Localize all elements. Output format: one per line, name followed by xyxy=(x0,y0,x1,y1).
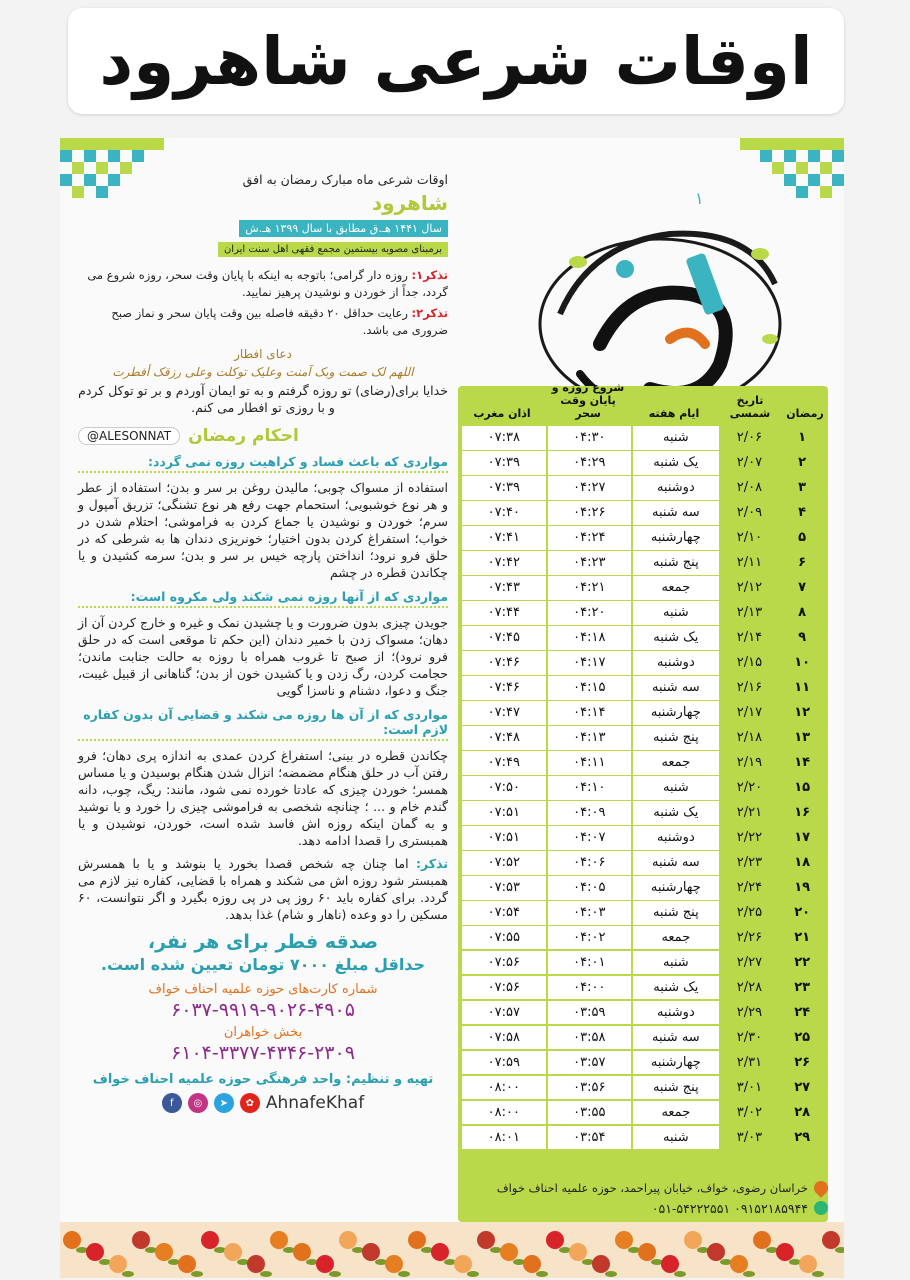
address-line xyxy=(460,1178,828,1198)
cell-weekday: جمعه xyxy=(633,751,719,775)
cell-date: ۲/۲۵ xyxy=(736,905,763,921)
cell-weekday: دوشنبه xyxy=(633,1001,719,1025)
cell-maghrib: ۰۷:۵۳ xyxy=(462,876,546,900)
flower-decoration xyxy=(109,1255,127,1273)
table-header xyxy=(458,381,828,424)
flower-decoration xyxy=(178,1255,196,1273)
cell-weekday: یک شنبه xyxy=(633,451,719,475)
cell-ramadan: ۳ xyxy=(798,480,807,496)
flower-decoration xyxy=(431,1243,449,1261)
table-row xyxy=(462,876,824,900)
cell-sahar: ۰۴:۳۰ xyxy=(548,426,632,450)
cell-weekday: چهارشنبه xyxy=(633,701,719,725)
cell-date: ۲/۳۱ xyxy=(736,1055,763,1070)
flower-decoration xyxy=(293,1243,311,1261)
city-name: شاهرود xyxy=(371,191,448,215)
cell-ramadan: ۴ xyxy=(798,505,807,521)
cell-ramadan: ۲ xyxy=(798,455,807,471)
table-row xyxy=(462,851,824,875)
flower-decoration xyxy=(730,1255,748,1273)
cell-weekday: شنبه xyxy=(633,951,719,975)
flower-decoration xyxy=(247,1255,265,1273)
flower-decoration xyxy=(799,1255,817,1273)
note-2-label: تذکر۲: xyxy=(411,306,448,320)
cell-ramadan: ۱۰ xyxy=(794,655,811,671)
leaf-decoration xyxy=(743,1271,755,1277)
table-row xyxy=(462,426,824,450)
header-weekday: ایام هفته xyxy=(648,407,700,420)
cell-weekday: سه شنبه xyxy=(633,501,719,525)
table-row xyxy=(462,651,824,675)
cell-maghrib: ۰۷:۴۴ xyxy=(462,601,546,625)
cell-maghrib: ۰۸:۰۰ xyxy=(462,1101,546,1125)
flower-decoration xyxy=(638,1243,656,1261)
cell-maghrib: ۰۷:۳۸ xyxy=(462,426,546,450)
table-row xyxy=(462,801,824,825)
table-row xyxy=(462,1076,824,1100)
cell-weekday: چهارشنبه xyxy=(633,1051,719,1075)
cell-sahar: ۰۴:۱۱ xyxy=(548,751,632,775)
cell-sahar: ۰۳:۵۷ xyxy=(548,1051,632,1075)
table-row xyxy=(462,726,824,750)
cell-date: ۲/۱۴ xyxy=(736,630,763,646)
leaf-decoration xyxy=(329,1271,341,1277)
flower-decoration xyxy=(201,1231,219,1249)
cell-sahar: ۰۴:۲۳ xyxy=(548,551,632,575)
cell-sahar: ۰۴:۰۶ xyxy=(548,851,632,875)
cell-ramadan: ۲۶ xyxy=(794,1055,811,1070)
cell-sahar: ۰۴:۱۷ xyxy=(548,651,632,675)
cell-date: ۲/۱۰ xyxy=(736,530,763,546)
cell-ramadan: ۷ xyxy=(798,580,807,596)
table-row xyxy=(462,976,824,1000)
card-number-2: ۶۱۰۴-۳۳۷۷-۴۳۴۶-۲۳۰۹ xyxy=(171,1042,355,1064)
table-row xyxy=(462,751,824,775)
cell-ramadan: ۱۵ xyxy=(794,780,811,796)
ahkam-title: احکام رمضان xyxy=(188,426,299,446)
cell-date: ۲/۲۴ xyxy=(736,880,763,896)
cell-maghrib: ۰۷:۴۵ xyxy=(462,626,546,650)
facebook-icon: f xyxy=(162,1093,182,1113)
cell-ramadan: ۱۱ xyxy=(794,680,811,696)
cell-sahar: ۰۴:۱۳ xyxy=(548,726,632,750)
cell-date: ۲/۲۱ xyxy=(736,805,763,821)
cell-ramadan: ۶ xyxy=(798,555,807,571)
cell-sahar: ۰۴:۰۷ xyxy=(548,826,632,850)
cell-sahar: ۰۳:۵۸ xyxy=(548,1026,632,1050)
svg-text:۱: ۱ xyxy=(695,189,704,208)
note-2 xyxy=(78,305,448,339)
cell-weekday: جمعه xyxy=(633,926,719,950)
cell-sahar: ۰۴:۱۴ xyxy=(548,701,632,725)
cell-date: ۲/۱۶ xyxy=(736,680,763,696)
flower-decoration xyxy=(592,1255,610,1273)
ahkam-header xyxy=(78,426,448,446)
aparat-icon: ✿ xyxy=(240,1093,260,1113)
flower-decoration xyxy=(753,1231,771,1249)
cell-ramadan: ۱ xyxy=(798,430,807,446)
leaf-decoration xyxy=(812,1271,824,1277)
cell-weekday: یک شنبه xyxy=(633,626,719,650)
final-note-text: اما چنان چه شخص قصدا بخورد یا بنوشد و یا با همسرش همبستر شود روزه اش می شکند و همراه با قضایی، کفاره نیز لازم می گردد. برای کفاره باید ۶۰ روز پی در پی روزه بگیرد و اگر نتوانست، ۶۰ مسکین را دو وعده (ناهار و شام) غذا بدهد. xyxy=(78,856,449,922)
cell-date: ۲/۲۶ xyxy=(736,930,763,946)
leaf-decoration xyxy=(467,1271,479,1277)
cell-date: ۲/۲۳ xyxy=(736,855,763,871)
cell-sahar: ۰۴:۱۰ xyxy=(548,776,632,800)
table-row xyxy=(462,676,824,700)
table-row xyxy=(462,501,824,525)
cell-sahar: ۰۴:۰۰ xyxy=(548,976,632,1000)
table-row xyxy=(462,926,824,950)
header-subtitle: اوقات شرعی ماه مبارک رمضان به افق xyxy=(242,172,448,187)
cell-weekday: سه شنبه xyxy=(633,1026,719,1050)
cell-maghrib: ۰۷:۵۹ xyxy=(462,1051,546,1075)
cell-date: ۳/۰۲ xyxy=(736,1104,763,1120)
table-row xyxy=(462,1101,824,1125)
cell-ramadan: ۱۹ xyxy=(794,880,811,896)
social-row xyxy=(78,1093,448,1113)
dua-persian: خدایا برای(رضای) تو روزه گرفتم و به تو ایمان آوردم و بر تو توکل کردم و با روزی تو افطار می کنم. xyxy=(78,383,448,415)
cell-maghrib: ۰۷:۵۱ xyxy=(462,826,546,850)
cell-date: ۲/۱۹ xyxy=(736,755,763,771)
cell-weekday: شنبه xyxy=(633,776,719,800)
cell-maghrib: ۰۸:۰۱ xyxy=(462,1126,546,1150)
cell-ramadan: ۲۸ xyxy=(794,1104,811,1120)
cell-sahar: ۰۴:۱۵ xyxy=(548,676,632,700)
flower-decoration xyxy=(63,1231,81,1249)
note-1-text: روزه دار گرامی؛ باتوجه به اینکه با پایان وقت سحر، روزه شروع می گردد، جداً از خوردن و نوشیدن پرهیز نمایید. xyxy=(87,268,448,299)
dua-arabic: اللهم لک صمت وبک آمنت وعلیک توکلت وعلی رزقک أفطرت xyxy=(112,365,414,379)
table-row xyxy=(462,551,824,575)
header-sahar: شروع روزه و پایان وقت سحر xyxy=(551,381,625,420)
table-row xyxy=(462,776,824,800)
flower-decoration xyxy=(546,1231,564,1249)
section-1-body: استفاده از مسواک چوبی؛ مالیدن روغن بر سر و بدن؛ استفاده از عطر و هر نوع خوشبویی؛ استحمام جهت رفع هر نوع تشنگی؛ تزریق آمپول و سرم؛ خوردن و نوشیدن یا جماع کردن به فراموشی؛ احتلام شدن در خواب؛ استفراغ کردن بدون اختیار؛ خونریزی دندان ها به شرطی که در حلق فرو نرود؛ انداختن پارچه خیس بر سر و بدن؛ سرمه کشیدن و یا چکاندن قطره در چشم xyxy=(78,480,448,580)
table-row xyxy=(462,1001,824,1025)
cell-maghrib: ۰۷:۵۴ xyxy=(462,901,546,925)
cell-sahar: ۰۳:۵۶ xyxy=(548,1076,632,1100)
flower-decoration xyxy=(523,1255,541,1273)
fitr-line-2: حداقل مبلغ ۷۰۰۰ تومان تعیین شده است. xyxy=(100,955,426,974)
cell-ramadan: ۲۳ xyxy=(794,980,811,996)
cell-date: ۲/۲۰ xyxy=(736,780,763,796)
cell-maghrib: ۰۷:۴۸ xyxy=(462,726,546,750)
fitr-line-1: صدقه فطر برای هر نفر، xyxy=(147,931,379,953)
flower-decoration xyxy=(822,1231,840,1249)
table-row xyxy=(462,701,824,725)
cell-maghrib: ۰۷:۵۸ xyxy=(462,1026,546,1050)
leaf-decoration xyxy=(605,1271,617,1277)
flower-decoration xyxy=(707,1243,725,1261)
cell-date: ۲/۰۸ xyxy=(736,480,763,496)
flower-decoration xyxy=(385,1255,403,1273)
table-row xyxy=(462,526,824,550)
final-note xyxy=(78,855,448,923)
cell-date: ۲/۲۲ xyxy=(736,830,763,846)
cell-maghrib: ۰۷:۳۹ xyxy=(462,476,546,500)
cell-sahar: ۰۴:۲۶ xyxy=(548,501,632,525)
cell-date: ۲/۱۸ xyxy=(736,730,763,746)
cell-maghrib: ۰۸:۰۰ xyxy=(462,1076,546,1100)
cell-weekday: چهارشنبه xyxy=(633,876,719,900)
table-row xyxy=(462,826,824,850)
cell-ramadan: ۵ xyxy=(798,530,807,546)
social-name: AhnafeKhaf xyxy=(265,1093,365,1113)
cell-sahar: ۰۴:۲۴ xyxy=(548,526,632,550)
cell-maghrib: ۰۷:۵۵ xyxy=(462,926,546,950)
year-badge: سال ۱۴۴۱ هـ.ق مطابق با سال ۱۳۹۹ هـ.ش xyxy=(239,220,448,237)
cell-ramadan: ۲۲ xyxy=(794,955,811,971)
cell-sahar: ۰۴:۲۱ xyxy=(548,576,632,600)
cell-ramadan: ۸ xyxy=(798,605,807,621)
cell-maghrib: ۰۷:۵۰ xyxy=(462,776,546,800)
cell-weekday: شنبه xyxy=(633,426,719,450)
leaf-decoration xyxy=(536,1271,548,1277)
cell-weekday: یک شنبه xyxy=(633,976,719,1000)
cell-ramadan: ۹ xyxy=(798,630,807,646)
card-number-1: ۶۰۳۷-۹۹۱۹-۹۰۲۶-۴۹۰۵ xyxy=(171,999,355,1021)
table-row xyxy=(462,1026,824,1050)
cell-date: ۲/۱۷ xyxy=(736,705,763,721)
section-2-heading: مواردی که از آنها روزه نمی شکند ولی مکروه است: xyxy=(78,589,448,608)
cell-date: ۲/۱۳ xyxy=(736,605,763,621)
cell-maghrib: ۰۷:۴۹ xyxy=(462,751,546,775)
table-row xyxy=(462,576,824,600)
table-row xyxy=(462,1126,824,1150)
cell-weekday: پنج شنبه xyxy=(633,726,719,750)
cell-date: ۳/۰۳ xyxy=(736,1129,763,1145)
table-row xyxy=(462,901,824,925)
cell-date: ۲/۰۹ xyxy=(736,505,763,521)
cell-sahar: ۰۳:۵۵ xyxy=(548,1101,632,1125)
cell-ramadan: ۱۶ xyxy=(794,805,811,821)
cell-weekday: پنج شنبه xyxy=(633,551,719,575)
leaf-decoration xyxy=(191,1271,203,1277)
cell-ramadan: ۲۵ xyxy=(794,1030,811,1046)
flower-decoration xyxy=(316,1255,334,1273)
cell-sahar: ۰۳:۵۹ xyxy=(548,1001,632,1025)
cell-ramadan: ۱۷ xyxy=(794,830,811,846)
cell-ramadan: ۱۲ xyxy=(794,705,811,721)
cell-date: ۲/۱۵ xyxy=(736,655,763,671)
note-2-text: رعایت حداقل ۲۰ دقیقه فاصله بین وقت پایان سحر و نماز صبح ضروری می باشد. xyxy=(111,306,448,337)
cell-maghrib: ۰۷:۴۷ xyxy=(462,701,546,725)
phone-line xyxy=(460,1198,828,1218)
dua-title: دعای افطار xyxy=(234,347,292,361)
social-handle: @ALESONNAT xyxy=(78,427,180,445)
basis-badge: برمبنای مصوبه بیستمین مجمع فقهی اهل سنت ایران xyxy=(218,242,448,257)
cell-date: ۲/۱۱ xyxy=(736,555,763,571)
left-column xyxy=(78,172,448,1113)
prayer-times-table xyxy=(458,381,828,1222)
note-1-label: تذکر۱: xyxy=(411,268,448,282)
leaf-decoration xyxy=(674,1271,686,1277)
flower-border xyxy=(60,1222,844,1278)
header-date: تاریخ شمسی xyxy=(729,394,771,420)
cell-weekday: یک شنبه xyxy=(633,801,719,825)
phone-text: ۰۹۱۵۲۱۸۵۹۴۴ ۰۵۱-۵۴۲۲۲۵۵۱ xyxy=(651,1200,808,1216)
cell-date: ۳/۰۱ xyxy=(736,1079,763,1095)
cards-label: شماره کارت‌های حوزه علمیه احناف خواف xyxy=(148,982,378,997)
cell-sahar: ۰۳:۵۴ xyxy=(548,1126,632,1150)
cell-ramadan: ۱۴ xyxy=(794,755,811,771)
flower-decoration xyxy=(500,1243,518,1261)
cell-maghrib: ۰۷:۴۶ xyxy=(462,676,546,700)
table-row xyxy=(462,601,824,625)
section-3-heading: مواردی که از آن ها روزه می شکند و قضایی آن بدون کفاره لازم است: xyxy=(78,707,448,741)
section-3-body: چکاندن قطره در بینی؛ استفراغ کردن عمدی به اندازه پری دهان؛ فرو رفتن آب در حلق هنگام مضمضه؛ انزال شدن هنگام بوسیدن و یا مساس همسر؛ خوردن چیزی که عادتا خورده نمی شود، مانند: ریگ، چوب، دانه گندم خام و ... ؛ چنانچه شخصی به فراموشی چیزی را خورد و یا نوشید و به گمان اینکه روزه اش فاسد شده است، خوردن، نوشیدن و یا همبستری را قصدا ادامه دهد. xyxy=(78,748,448,848)
telegram-icon: ➤ xyxy=(214,1093,234,1113)
page-title: اوقات شرعی شاهرود xyxy=(99,22,813,100)
flower-decoration xyxy=(132,1231,150,1249)
flower-decoration xyxy=(408,1231,426,1249)
flower-decoration xyxy=(224,1243,242,1261)
cell-sahar: ۰۴:۰۵ xyxy=(548,876,632,900)
table-row xyxy=(462,1051,824,1075)
cell-date: ۲/۰۶ xyxy=(736,430,763,446)
table-body xyxy=(462,426,824,1151)
cell-date: ۲/۰۷ xyxy=(736,455,763,471)
cell-maghrib: ۰۷:۵۶ xyxy=(462,976,546,1000)
poster xyxy=(60,138,844,1278)
cell-weekday: جمعه xyxy=(633,1101,719,1125)
final-note-label: تذکر: xyxy=(416,856,448,871)
cell-maghrib: ۰۷:۴۳ xyxy=(462,576,546,600)
leaf-decoration xyxy=(260,1271,272,1277)
sisters-label: بخش خواهران xyxy=(223,1025,303,1040)
title-bar xyxy=(68,8,844,114)
cell-weekday: شنبه xyxy=(633,601,719,625)
leaf-decoration xyxy=(122,1271,134,1277)
flower-decoration xyxy=(270,1231,288,1249)
cell-date: ۲/۲۸ xyxy=(736,980,763,996)
flower-decoration xyxy=(155,1243,173,1261)
cell-ramadan: ۱۳ xyxy=(794,730,811,746)
cell-sahar: ۰۴:۰۹ xyxy=(548,801,632,825)
credit: تهیه و تنظیم: واحد فرهنگی حوزه علمیه احناف خواف xyxy=(92,1072,434,1087)
cell-weekday: شنبه xyxy=(633,1126,719,1150)
cell-maghrib: ۰۷:۵۲ xyxy=(462,851,546,875)
cell-date: ۲/۳۰ xyxy=(736,1030,763,1046)
cell-sahar: ۰۴:۲۰ xyxy=(548,601,632,625)
flower-decoration xyxy=(362,1243,380,1261)
cell-maghrib: ۰۷:۵۷ xyxy=(462,1001,546,1025)
phone-icon xyxy=(814,1201,828,1215)
table-row xyxy=(462,951,824,975)
cell-sahar: ۰۴:۱۸ xyxy=(548,626,632,650)
cell-maghrib: ۰۷:۴۱ xyxy=(462,526,546,550)
cell-weekday: سه شنبه xyxy=(633,676,719,700)
leaf-decoration xyxy=(398,1271,410,1277)
location-pin-icon xyxy=(811,1178,831,1198)
cell-date: ۲/۱۲ xyxy=(736,580,763,596)
cell-weekday: پنج شنبه xyxy=(633,1076,719,1100)
cell-date: ۲/۲۹ xyxy=(736,1005,763,1021)
flower-decoration xyxy=(661,1255,679,1273)
flower-decoration xyxy=(477,1231,495,1249)
cell-sahar: ۰۴:۰۳ xyxy=(548,901,632,925)
cell-weekday: پنج شنبه xyxy=(633,901,719,925)
cell-weekday: دوشنبه xyxy=(633,826,719,850)
cell-weekday: چهارشنبه xyxy=(633,526,719,550)
flower-decoration xyxy=(454,1255,472,1273)
cell-ramadan: ۲۴ xyxy=(794,1005,811,1021)
cell-maghrib: ۰۷:۵۱ xyxy=(462,801,546,825)
cell-ramadan: ۲۹ xyxy=(794,1129,811,1145)
cell-ramadan: ۲۱ xyxy=(794,930,811,946)
cell-date: ۲/۲۷ xyxy=(736,955,763,971)
cell-sahar: ۰۴:۰۱ xyxy=(548,951,632,975)
table-row xyxy=(462,626,824,650)
flower-decoration xyxy=(86,1243,104,1261)
cell-maghrib: ۰۷:۳۹ xyxy=(462,451,546,475)
cell-maghrib: ۰۷:۴۶ xyxy=(462,651,546,675)
flower-decoration xyxy=(569,1243,587,1261)
section-2-body: جویدن چیزی بدون ضرورت و یا چشیدن نمک و غیره و خارج کردن آن از دهان؛ مسواک زدن با خمیر دندان (این حکم تا موقعی است که در حلق فرو نرود)؛ از صبح تا غروب همراه با روزه به حالت جنابت ماندن؛ حجامت کردن، رگ زدن و یا کشیدن خون از بدن؛ گناهانی از قبیل غیبت، جنگ و دعوا، دشنام و ناسزا گویی xyxy=(78,615,448,698)
note-1 xyxy=(78,267,448,301)
flower-decoration xyxy=(615,1231,633,1249)
cell-weekday: دوشنبه xyxy=(633,476,719,500)
cell-maghrib: ۰۷:۴۲ xyxy=(462,551,546,575)
flower-decoration xyxy=(684,1231,702,1249)
header-ramadan: رمضان xyxy=(786,407,824,420)
cell-weekday: سه شنبه xyxy=(633,851,719,875)
address-text: خراسان رضوی، خواف، خیابان پیراحمد، حوزه علمیه احناف خواف xyxy=(496,1181,808,1195)
cell-weekday: دوشنبه xyxy=(633,651,719,675)
cell-ramadan: ۱۸ xyxy=(794,855,811,871)
section-1-heading: مواردی که باعث فساد و کراهیت روزه نمی گردد: xyxy=(78,454,448,473)
cell-sahar: ۰۴:۰۲ xyxy=(548,926,632,950)
contact-info xyxy=(460,1178,828,1218)
cell-ramadan: ۲۰ xyxy=(794,905,811,921)
instagram-icon: ◎ xyxy=(188,1093,208,1113)
header-maghrib: اذان مغرب xyxy=(473,407,531,420)
cell-sahar: ۰۴:۲۷ xyxy=(548,476,632,500)
cell-sahar: ۰۴:۲۹ xyxy=(548,451,632,475)
flower-decoration xyxy=(339,1231,357,1249)
flower-decoration xyxy=(776,1243,794,1261)
cell-maghrib: ۰۷:۵۶ xyxy=(462,951,546,975)
cell-ramadan: ۲۷ xyxy=(794,1079,811,1095)
table-row xyxy=(462,451,824,475)
cell-maghrib: ۰۷:۴۰ xyxy=(462,501,546,525)
table-row xyxy=(462,476,824,500)
cell-weekday: جمعه xyxy=(633,576,719,600)
